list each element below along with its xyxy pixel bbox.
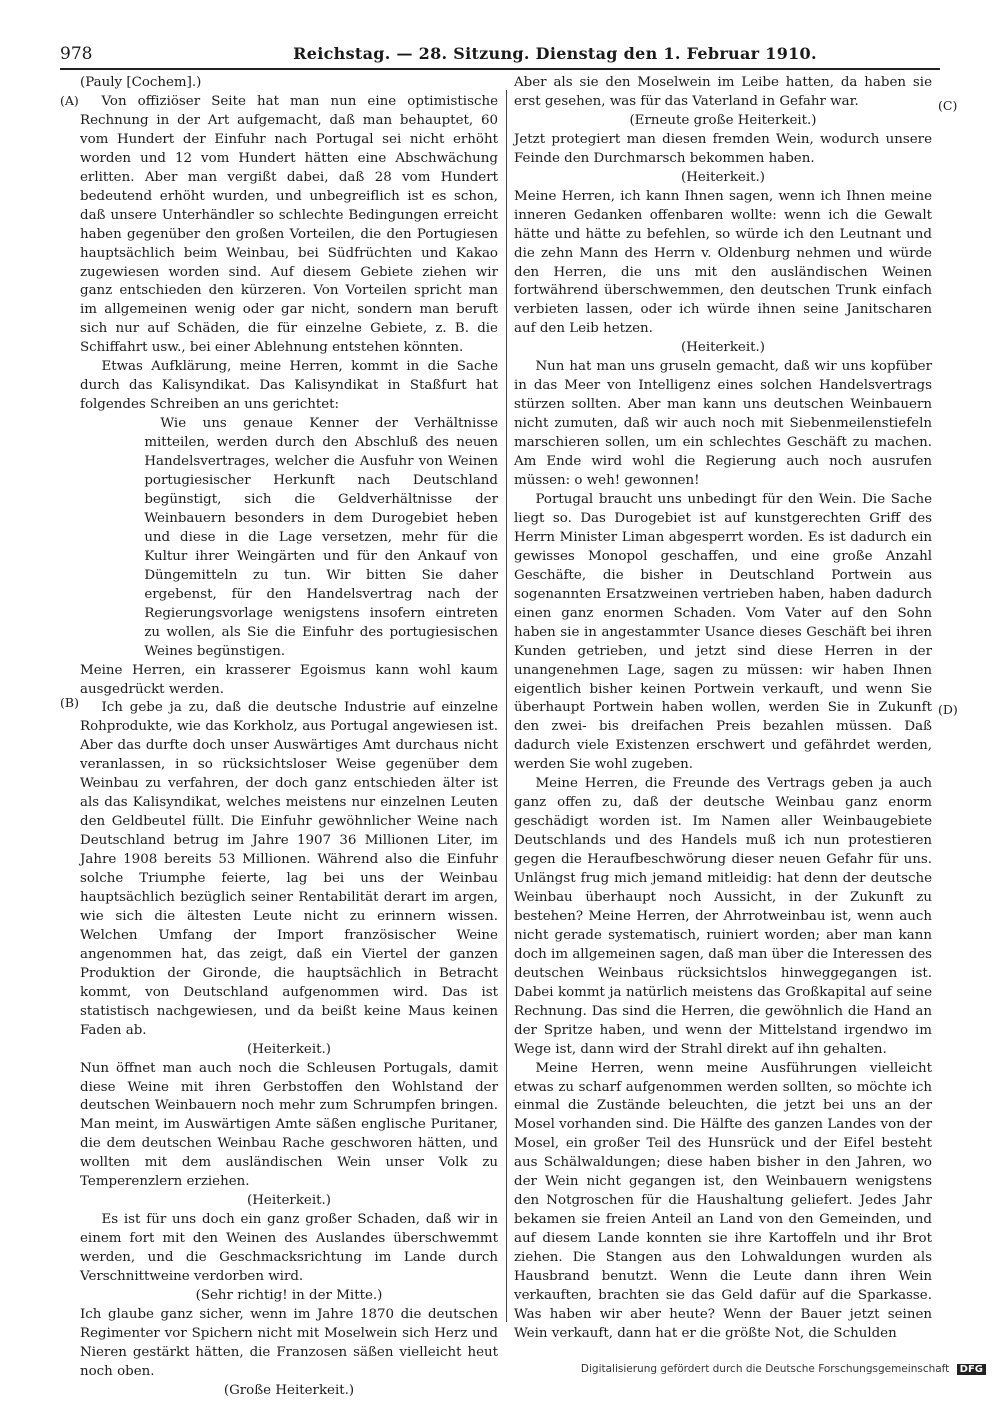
- page-header: [60, 44, 940, 70]
- left-column: [80, 74, 498, 1401]
- paragraph: Portugal braucht uns unbedingt für den Wein. Die Sache liegt so. Das Durogebiet ist auf kunstgerechten Griff des Herrn Minister Liman abgesperrt worden. Es ist dadurch ein gewisses Monopol geschaffen, und eine große Anzahl Geschäfte, die bisher in Deutschland Portwein aus sogenannten Ersatzweinen vertrieben haben, haben dadurch einen ganz enormen Schaden. Vom Vater auf den Sohn haben sie in angestammter Usance dieses Geschäft bei ihren Kunden getrieben, und jetzt sind diese Herren in der unangenehmen Lage, sagen zu müssen: wir haben Ihnen eigentlich bisher keinen Portwein verkauft, und wenn Sie überhaupt Portwein haben wollen, werden Sie in Zukunft den zwei- bis dreifachen Preis bezahlen müssen. Daß dadurch viele Existenzen erschwert und gefährdet werden, werden Sie wohl zugeben.: [514, 491, 932, 773]
- margin-mark-c: (C): [938, 98, 958, 113]
- margin-mark-b: (B): [60, 695, 79, 710]
- paragraph: Ich glaube ganz sicher, wenn im Jahre 1870 die deutschen Regimenter vor Spichern nicht mit Moselwein sich Herz und Nieren gestärkt hätten, die Franzosen säßen vielleicht heut noch oben.: [80, 1306, 498, 1379]
- paragraph: Von offiziöser Seite hat man nun eine optimistische Rechnung in der Art aufgemacht, daß man behauptet, 60 vom Hundert der Einfuhr nach Portugal sei nicht erhöht worden und 12 vom Hundert hätten eine Abschwächung erlitten. Aber man vergißt dabei, daß 28 vom Hundert bedeutend erhöht wurden, und unbegreiflich ist es schon, daß unsere Unterhändler so schlechte Bedingungen erreicht haben gegenüber den großen Vorteilen, die den Portugiesen hauptsächlich beim Weinbau, bei Südfrüchten und Kakao zugewiesen worden sind. Auf diesem Gebiete ziehen wir ganz entschieden den kürzeren. Von Vorteilen spricht man im allgemeinen wenig oder gar nicht, sondern man beruft sich nur auf Schäden, die für einzelne Gebiete, z. B. die Schiffahrt usw., bei einer Ablehnung entstehen könnten.: [80, 93, 498, 356]
- paragraph: (Heiterkeit.): [681, 340, 765, 356]
- header-rule: [60, 68, 940, 70]
- paragraph: Es ist für uns doch ein ganz großer Schaden, daß wir in einem fort mit den Weinen des Auslandes überschwemmt werden, und die Geschmacksrichtung im Lande durch Verschnittweine verdorben wird.: [80, 1212, 498, 1285]
- footer-text: Digitalisierung gefördert durch die Deutsche Forschungsgemeinschaft: [580, 1363, 950, 1375]
- margin-mark-d: (D): [938, 702, 958, 717]
- paragraph: (Erneute große Heiterkeit.): [629, 112, 817, 128]
- column-divider: [506, 90, 507, 1322]
- page-number: 978: [60, 44, 93, 64]
- paragraph: Jetzt protegiert man diesen fremden Wein, wodurch unsere Feinde den Durchmarsch bekommen haben.: [514, 131, 932, 166]
- paragraph: (Sehr richtig! in der Mitte.): [195, 1288, 383, 1303]
- paragraph: Meine Herren, ein krasserer Egoismus kann wohl kaum ausgedrückt werden.: [80, 662, 498, 697]
- paragraph: Meine Herren, die Freunde des Vertrags geben ja auch ganz offen zu, daß der deutsche Weinbau ganz enorm geschädigt worden ist. Im Namen aller Weinbaugebiete Deutschlands und des Handels muß ich nun protestieren gegen die Heraufbeschwörung dieser neuen Gefahr für uns. Unlängst frug mich jemand mitleidig: hat denn der deutsche Weinbau überhaupt noch Aussicht, in der Zukunft zu bestehen? Meine Herren, der Ahrrotweinbau ist, wenn auch nicht gerade systematisch, ruiniert worden; aber man kann doch im allgemeinen sagen, daß man über die Interessen des deutschen Weinbaus rücksichtslos hinweggegangen ist. Dabei kommt ja natürlich meistens das Großkapital auf seine Rechnung. Das sind die Herren, die gewöhnlich die Hand an der Spritze haben, und wenn der Mittelstand irgendwo im Wege ist, dann wird der Strahl direkt auf ihn gehalten.: [514, 776, 932, 1057]
- paragraph: (Heiterkeit.): [247, 1193, 331, 1209]
- dfg-logo: DFG: [957, 1364, 986, 1375]
- paragraph: (Pauly [Cochem].): [80, 75, 202, 90]
- paragraph: Meine Herren, ich kann Ihnen sagen, wenn ich Ihnen meine inneren Gedanken offenbaren wollte: wenn ich die Gewalt hätte und hätte zu befehlen, so würde ich den Leutnant und die zehn Mann des Herrn v. Oldenburg nehmen und würde den Herren, die uns mit den ausländischen Weinen fortwährend überschwemmen, den deutschen Trunk einfach verbieten lassen, oder ich würde ihnen seine Janitscharen auf den Leib hetzen.: [514, 188, 932, 337]
- paragraph: Ich gebe ja zu, daß die deutsche Industrie auf einzelne Rohprodukte, wie das Korkholz, aus Portugal angewiesen ist. Aber das durfte doch unser Auswärtiges Amt durchaus nicht veranlassen, in so rücksichtsloser Weise gegenüber dem Weinbau zu verfahren, der doch ganz entschieden älter ist als das Kalisyndikat, welches meistens nur einzelnen Leuten den Geldbeutel füllt. Die Einfuhr gewöhnlicher Weine nach Deutschland betrug im Jahre 1907 36 Millionen Liter, im Jahre 1908 bereits 53 Millionen. Während also die Einfuhr solche Triumphe feierte, lag bei uns der Weinbau hauptsächlich bezüglich seiner Rentabilität derart im argen, wie sich die ältesten Leute nicht zu erinnern wissen. Welchen Umfang der Import französischer Weine angenommen hat, das zeigt, daß ein Viertel der ganzen Produktion der Gironde, die hauptsächlich in Betracht kommt, von Deutschland aufgenommen wird. Das ist statistisch nachgewiesen, und da beißt keine Maus keinen Faden ab.: [80, 700, 498, 1038]
- footer-credit: [581, 1363, 986, 1375]
- right-column: [514, 74, 932, 1344]
- paragraph: Wie uns genaue Kenner der Verhältnisse mitteilen, werden durch den Abschluß des neuen Handelsvertrages, welcher die Ausfuhr von Weinen portugiesischer Herkunft nach Deutschland begünstigt, sich die Geldverhältnisse der Weinbauern besonders in dem Durogebiet heben und diese in die Lage versetzen, mehr für die Kultur ihrer Weingärten und für den Ankauf von Düngemitteln zu tun. Wir bitten Sie daher ergebenst, für den Handelsvertrag nach der Regierungsvorlage wenigstens insofern eintreten zu wollen, als Sie die Einfuhr des portugiesischen Weines begünstigen.: [144, 416, 498, 659]
- paragraph: Meine Herren, wenn meine Ausführungen vielleicht etwas zu scharf aufgenommen werden sollten, so möchte ich einmal die Zustände beleuchten, die jetzt bei uns an der Mosel vorhanden sind. Die Hälfte des ganzen Landes von der Mosel, ein großer Teil des Hunsrück und der Eifel besteht aus Schälwaldungen; diese haben bisher in den Jahren, wo der Wein nicht gegangen ist, den Weinbauern wenigstens den Notgroschen für die Haushaltung geliefert. Jedes Jahr bekamen sie freien Anteil an Land von den Gemeinden, und auf diesem Lande konnten sie ihre Kartoffeln und ihr Brot ziehen. Die Stangen aus den Lohwaldungen wurden als Hausbrand benutzt. Wenn die Leute dann ihren Wein verkauften, brachten sie das Geld dafür auf die Sparkasse. Was haben wir aber heute? Wenn der Bauer jetzt seinen Wein verkauft, dann hat er die größte Not, die Schulden: [514, 1060, 932, 1341]
- paragraph: (Heiterkeit.): [247, 1041, 331, 1057]
- paragraph: (Heiterkeit.): [681, 169, 765, 185]
- running-title: Reichstag. — 28. Sitzung. Dienstag den 1. Februar 1910.: [293, 44, 817, 63]
- paragraph: Nun öffnet man auch noch die Schleusen Portugals, damit diese Weine mit ihren Gerbstoffen den Wohlstand der deutschen Weinbauern noch mehr zum Schrumpfen bringen. Man meint, im Auswärtigen Amte säßen englische Puritaner, die dem deutschen Weinbau Rache geschworen hätten, und wollten mit dem ausländischen Wein unser Volk zu Temperenzlern erziehen.: [80, 1060, 498, 1190]
- paragraph: Nun hat man uns gruseln gemacht, daß wir uns kopfüber in das Meer von Intelligenz eines solchen Handelsvertrags stürzen sollten. Aber man kann uns deutschen Weinbauern nicht zumuten, daß wir auch noch mit Siebenmeilenstiefeln marschieren sollen, um ein schlechtes Geschäft zu machen. Am Ende wird wohl die Regierung auch noch ausrufen müssen: o weh! gewonnen!: [514, 359, 932, 489]
- paragraph: Aber als sie den Moselwein im Leibe hatten, da haben sie erst gesehen, was für das Vaterland in Gefahr war.: [514, 75, 932, 109]
- paragraph: Etwas Aufklärung, meine Herren, kommt in die Sache durch das Kalisyndikat. Das Kalisyndikat in Staßfurt hat folgendes Schreiben an uns gerichtet:: [80, 359, 498, 413]
- margin-mark-a: (A): [60, 93, 79, 108]
- paragraph: (Große Heiterkeit.): [223, 1382, 355, 1398]
